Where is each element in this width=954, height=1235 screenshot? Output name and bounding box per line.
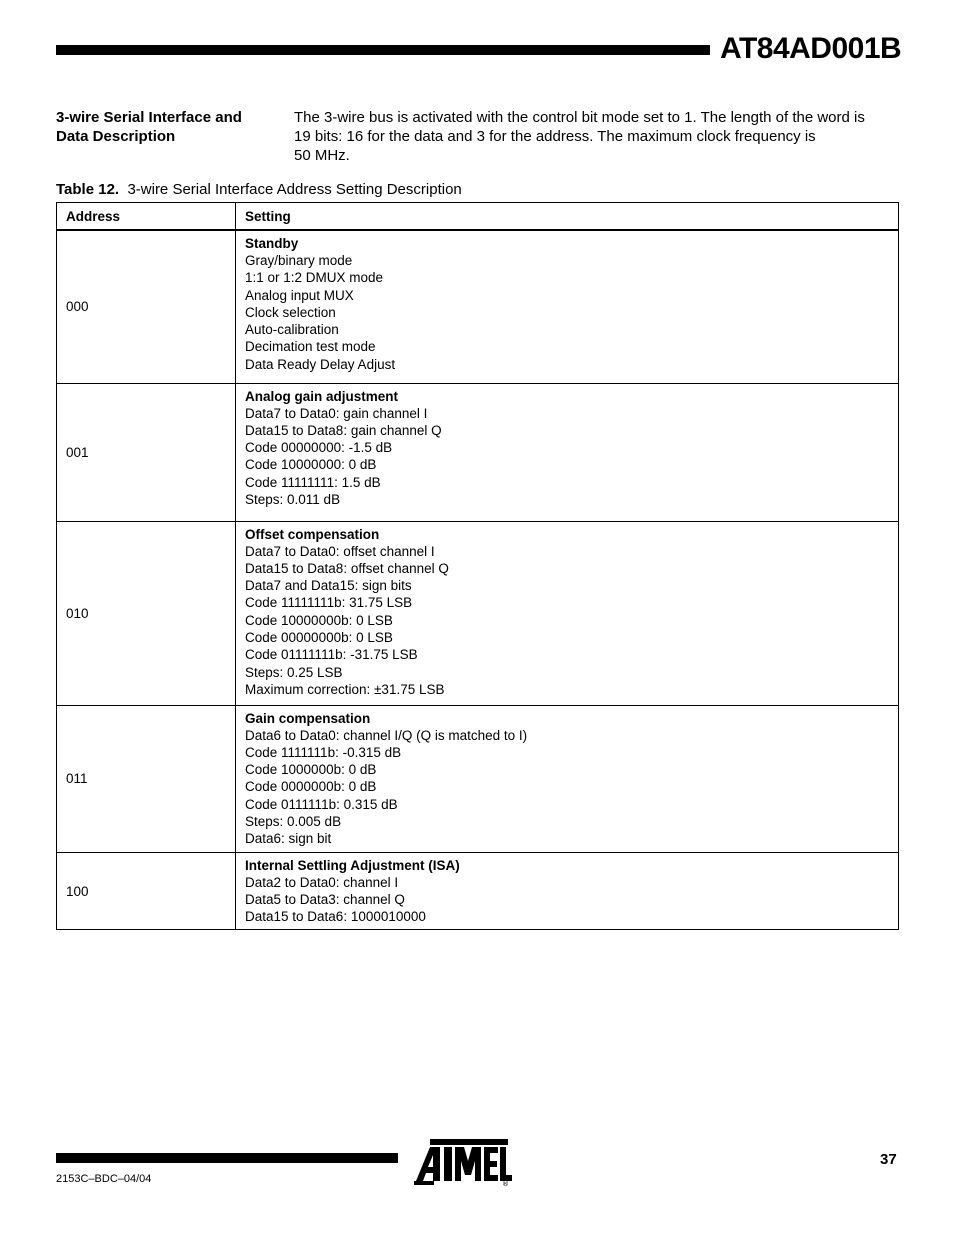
setting-line: Code 1000000b: 0 dB	[245, 762, 377, 778]
section-heading-line: Data Description	[56, 128, 176, 145]
setting-line: Data Ready Delay Adjust	[245, 356, 396, 372]
setting-line: Data7 and Data15: sign bits	[245, 578, 412, 594]
address-cell: 011	[57, 705, 236, 852]
section-body-line: 19 bits: 16 for the data and 3 for the address. The maximum clock frequency is	[294, 128, 816, 145]
setting-line: Data6: sign bit	[245, 831, 332, 847]
setting-line: Auto-calibration	[245, 322, 339, 338]
table-row	[57, 852, 899, 930]
setting-line: Code 01111111b: -31.75 LSB	[245, 647, 418, 663]
setting-line: Maximum correction: ±31.75 LSB	[245, 681, 445, 697]
setting-line: Data2 to Data0: channel I	[245, 874, 399, 890]
table-row	[57, 230, 899, 383]
setting-title: Standby	[245, 236, 299, 251]
setting-line: Data15 to Data8: offset channel Q	[245, 560, 449, 576]
setting-line: Data5 to Data3: channel Q	[245, 891, 405, 907]
section-heading	[56, 108, 276, 146]
registered-mark: ®	[502, 1180, 509, 1187]
table-caption-text: 3-wire Serial Interface Address Setting Description	[127, 181, 462, 198]
column-header-address: Address	[57, 203, 236, 231]
section-heading-line: 3-wire Serial Interface and	[56, 109, 242, 126]
atmel-logo	[410, 1137, 514, 1187]
setting-line: Data15 to Data8: gain channel Q	[245, 422, 442, 438]
header-rule	[56, 45, 710, 55]
table-row	[57, 705, 899, 852]
setting-line: Code 00000000b: 0 LSB	[245, 629, 393, 645]
setting-cell	[236, 230, 899, 383]
setting-cell	[236, 852, 899, 930]
setting-title: Analog gain adjustment	[245, 388, 399, 404]
setting-line: Code 0000000b: 0 dB	[245, 779, 377, 795]
setting-line: Code 11111111: 1.5 dB	[245, 474, 381, 490]
table-caption-label: Table 12.	[56, 181, 120, 198]
section-body-line: The 3-wire bus is activated with the control bit mode set to 1. The length of the word is	[294, 109, 865, 126]
setting-title: Internal Settling Adjustment (ISA)	[245, 857, 460, 873]
setting-cell	[236, 521, 899, 705]
page-number: 37	[880, 1151, 897, 1168]
table-row	[57, 383, 899, 521]
section-body	[294, 108, 900, 165]
document-title: AT84AD001B	[720, 32, 902, 65]
setting-cell	[236, 705, 899, 852]
setting-line: 1:1 or 1:2 DMUX mode	[245, 270, 384, 286]
setting-line: Code 0111111b: 0.315 dB	[245, 796, 398, 812]
setting-line: Gray/binary mode	[245, 253, 353, 268]
address-cell: 000	[57, 230, 236, 383]
setting-title: Gain compensation	[245, 710, 371, 726]
setting-title: Offset compensation	[245, 526, 380, 542]
setting-line: Code 10000000: 0 dB	[245, 457, 377, 473]
setting-line: Steps: 0.011 dB	[245, 491, 341, 507]
column-header-setting: Setting	[236, 203, 899, 231]
setting-line: Decimation test mode	[245, 339, 376, 355]
section-body-line: 50 MHz.	[294, 147, 350, 164]
setting-line: Code 11111111b: 31.75 LSB	[245, 595, 413, 611]
address-cell: 001	[57, 383, 236, 521]
address-cell: 010	[57, 521, 236, 705]
table-row	[57, 521, 899, 705]
setting-line: Data7 to Data0: gain channel I	[245, 405, 428, 421]
table-body	[57, 230, 899, 930]
document-code: 2153C–BDC–04/04	[56, 1173, 152, 1185]
setting-line: Analog input MUX	[245, 287, 354, 303]
setting-line: Steps: 0.005 dB	[245, 813, 342, 829]
address-setting-table	[56, 202, 899, 930]
setting-line: Data6 to Data0: channel I/Q (Q is matched to I)	[245, 727, 528, 743]
setting-line: Clock selection	[245, 304, 336, 320]
setting-line: Steps: 0.25 LSB	[245, 664, 343, 680]
setting-line: Data7 to Data0: offset channel I	[245, 543, 435, 559]
setting-cell	[236, 383, 899, 521]
footer-rule	[56, 1153, 398, 1163]
setting-line: Code 00000000: -1.5 dB	[245, 440, 393, 456]
address-cell: 100	[57, 852, 236, 930]
table-caption	[56, 180, 462, 199]
table-header-row	[57, 203, 899, 231]
setting-line: Code 10000000b: 0 LSB	[245, 612, 393, 628]
setting-line: Data15 to Data6: 1000010000	[245, 909, 426, 925]
setting-line: Code 1111111b: -0.315 dB	[245, 744, 402, 760]
